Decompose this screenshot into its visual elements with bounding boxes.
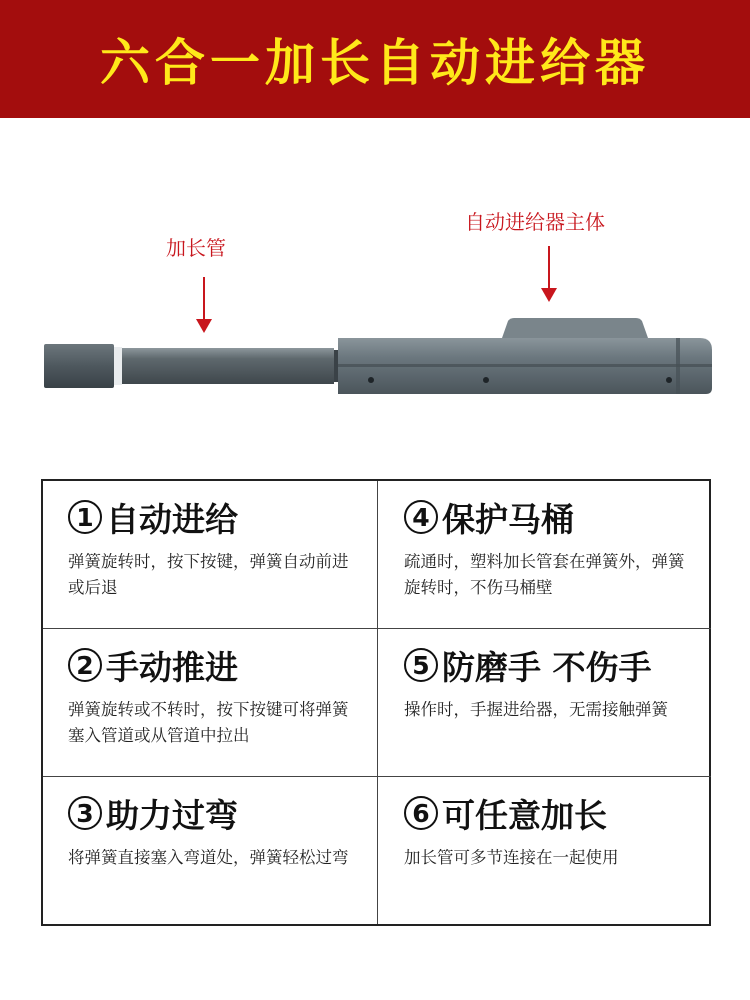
feature-cell [43, 481, 378, 629]
feature-title [68, 643, 365, 687]
feature-cell [378, 481, 711, 629]
feature-description: 疏通时，塑料加长管套在弹簧外，弹簧旋转时，不伤马桶壁 [404, 552, 685, 597]
feature-title-text: 助力过弯 [106, 795, 238, 835]
feature-title-text: 保护马桶 [442, 499, 574, 539]
feature-cell [378, 777, 711, 924]
feature-description: 弹簧旋转时，按下按键，弹簧自动前进或后退 [68, 552, 349, 597]
circled-number-icon: 4 [404, 500, 438, 534]
arrow-down-icon [541, 246, 557, 302]
feature-description: 将弹簧直接塞入弯道处，弹簧轻松过弯 [68, 848, 349, 867]
feature-title-text: 手动推进 [106, 647, 238, 687]
circled-number-icon: 6 [404, 796, 438, 830]
feature-title-text: 自动进给 [106, 499, 238, 539]
circled-number-icon: 1 [68, 500, 102, 534]
feature-title-text: 防磨手 不伤手 [442, 647, 652, 687]
feature-cell [43, 777, 378, 924]
title-banner [0, 0, 750, 118]
feature-cell [378, 629, 711, 777]
feature-table [41, 479, 711, 926]
page-title: 六合一加长自动进给器 [100, 34, 650, 92]
feature-title [68, 791, 365, 835]
main-body-label: 自动进给器主体 [465, 210, 605, 234]
circled-number-icon: 2 [68, 648, 102, 682]
auto-feeder-product-image [40, 318, 720, 418]
feature-description: 操作时，手握进给器，无需接触弹簧 [404, 700, 668, 719]
feature-cell [43, 629, 378, 777]
feature-title [404, 495, 699, 539]
feature-title [68, 495, 365, 539]
circled-number-icon: 5 [404, 648, 438, 682]
feature-description: 加长管可多节连接在一起使用 [404, 848, 619, 867]
extension-tube-label: 加长管 [166, 236, 226, 260]
feature-title-text: 可任意加长 [442, 795, 607, 835]
circled-number-icon: 3 [68, 796, 102, 830]
feature-description: 弹簧旋转或不转时，按下按键可将弹簧塞入管道或从管道中拉出 [68, 700, 349, 745]
feature-title [404, 643, 699, 687]
feature-title [404, 791, 699, 835]
